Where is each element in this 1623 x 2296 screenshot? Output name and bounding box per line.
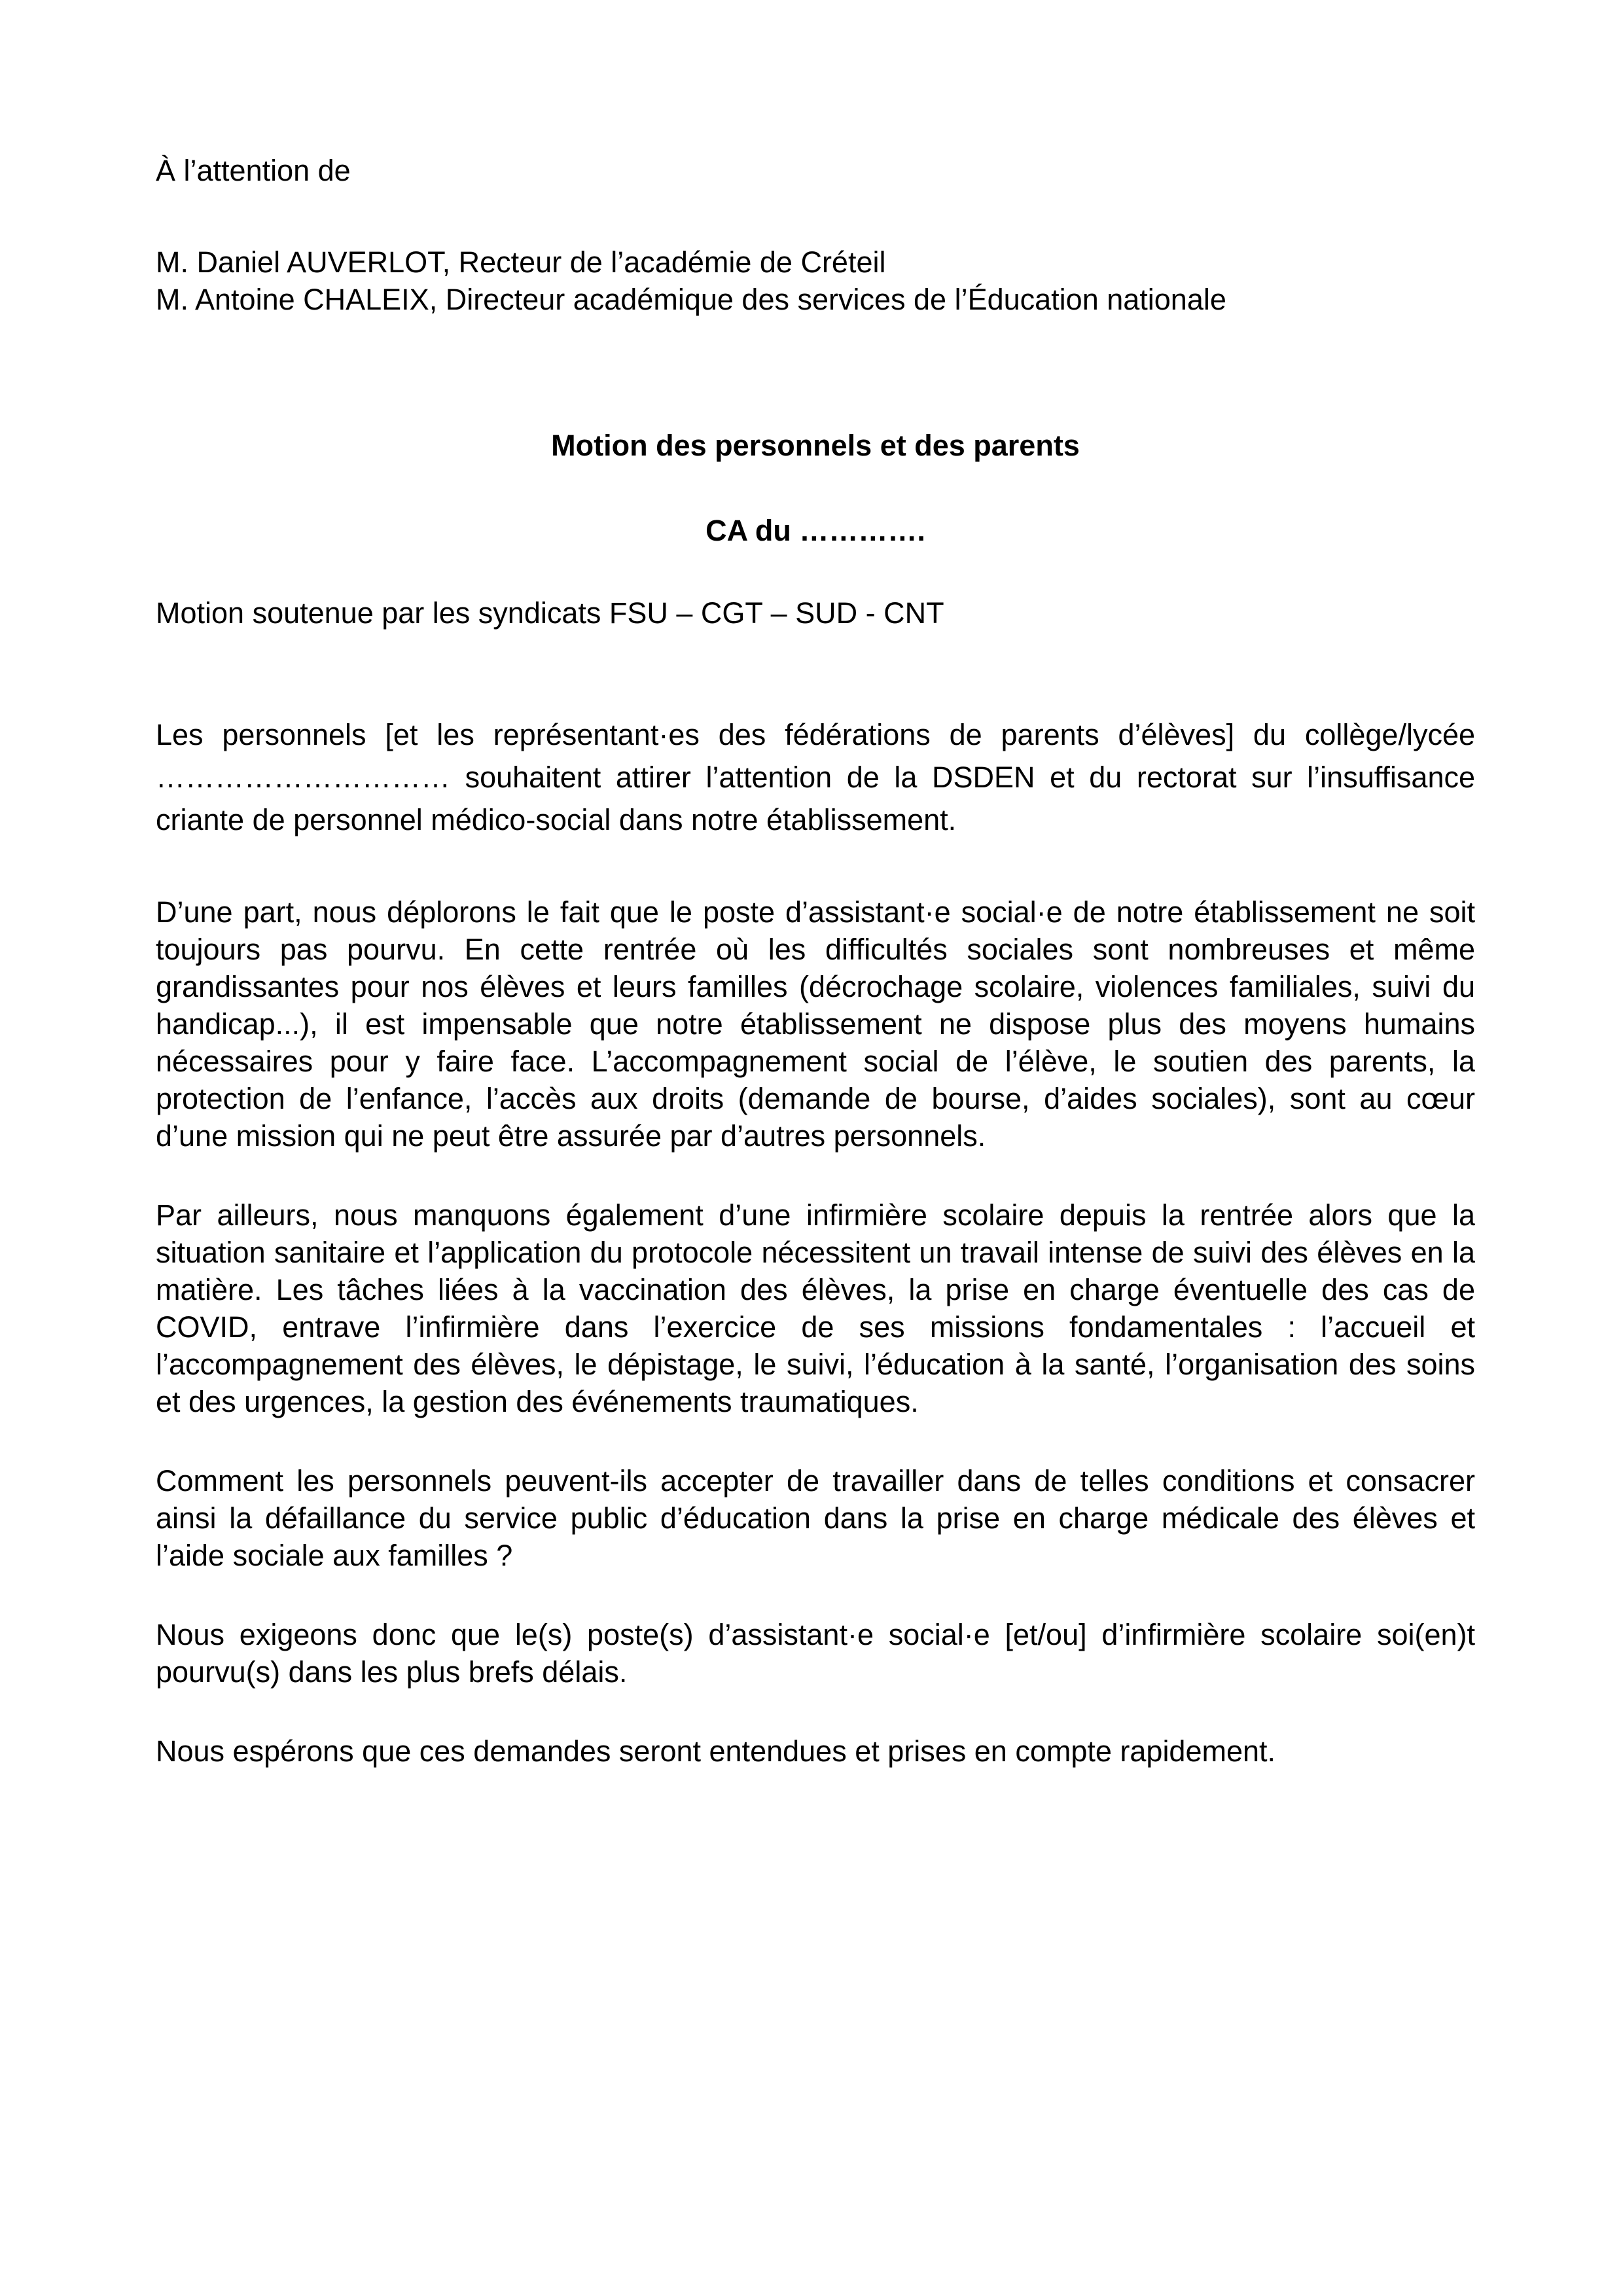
addressee-block <box>156 243 1475 318</box>
addressee-director: M. Antoine CHALEIX, Directeur académique des services de l’Éducation nationale <box>156 283 1226 316</box>
addressee-rector: M. Daniel AUVERLOT, Recteur de l’académie de Créteil <box>156 245 886 279</box>
paragraph-social-worker: D’une part, nous déplorons le fait que le poste d’assistant·e social·e de notre établissement ne soit toujours pas pourvu. En cette rentrée où les difficultés sociales sont nombreuses et même grandissantes pour nos élèves et leurs familles (décrochage scolaire, violences familiales, suivi du handicap...), il est impensable que notre établissement ne dispose plus des moyens humains nécessaires pour y faire face. L’accompagnement social de l’élève, le soutien des parents, la protection de l’enfance, l’accès aux droits (demande de bourse, d’aides sociales), sont au cœur d’une mission qui ne peut être assurée par d’autres personnels. <box>156 895 1475 1153</box>
paragraph-demand: Nous exigeons donc que le(s) poste(s) d’assistant·e social·e [et/ou] d’infirmière scolaire soi(en)t pourvu(s) dans les plus brefs délais. <box>156 1618 1475 1689</box>
letter-body <box>156 152 1475 1770</box>
paragraph-intro: Les personnels [et les représentant·es des fédérations de parents d’élèves] du collège/lycée ………………………… souhaitent attirer l’attention de la DSDEN et du rectorat sur l’insuffisance criante de personnel médico-social dans notre établissement. <box>156 718 1475 836</box>
motion-subtitle: CA du …………. <box>705 514 925 547</box>
attention-line: À l’attention de <box>156 154 351 187</box>
paragraph-question: Comment les personnels peuvent-ils accepter de travailler dans de telles conditions et consacrer ainsi la défaillance du service public d’éducation dans la prise en charge médicale des élèves et l’aide sociale aux familles ? <box>156 1464 1475 1572</box>
paragraph-closing: Nous espérons que ces demandes seront entendues et prises en compte rapidement. <box>156 1734 1276 1768</box>
support-line: Motion soutenue par les syndicats FSU – CGT – SUD - CNT <box>156 596 944 630</box>
motion-title: Motion des personnels et des parents <box>551 429 1080 462</box>
paragraph-school-nurse: Par ailleurs, nous manquons également d’une infirmière scolaire depuis la rentrée alors que la situation sanitaire et l’application du protocole nécessitent un travail intense de suivi des élèves en la matière. Les tâches liées à la vaccination des élèves, la prise en charge éventuelle des cas de COVID, entrave l’infirmière dans l’exercice de ses missions fondamentales : l’accueil et l’accompagnement des élèves, le dépistage, le suivi, l’éducation à la santé, l’organisation des soins et des urgences, la gestion des événements traumatiques. <box>156 1198 1475 1418</box>
